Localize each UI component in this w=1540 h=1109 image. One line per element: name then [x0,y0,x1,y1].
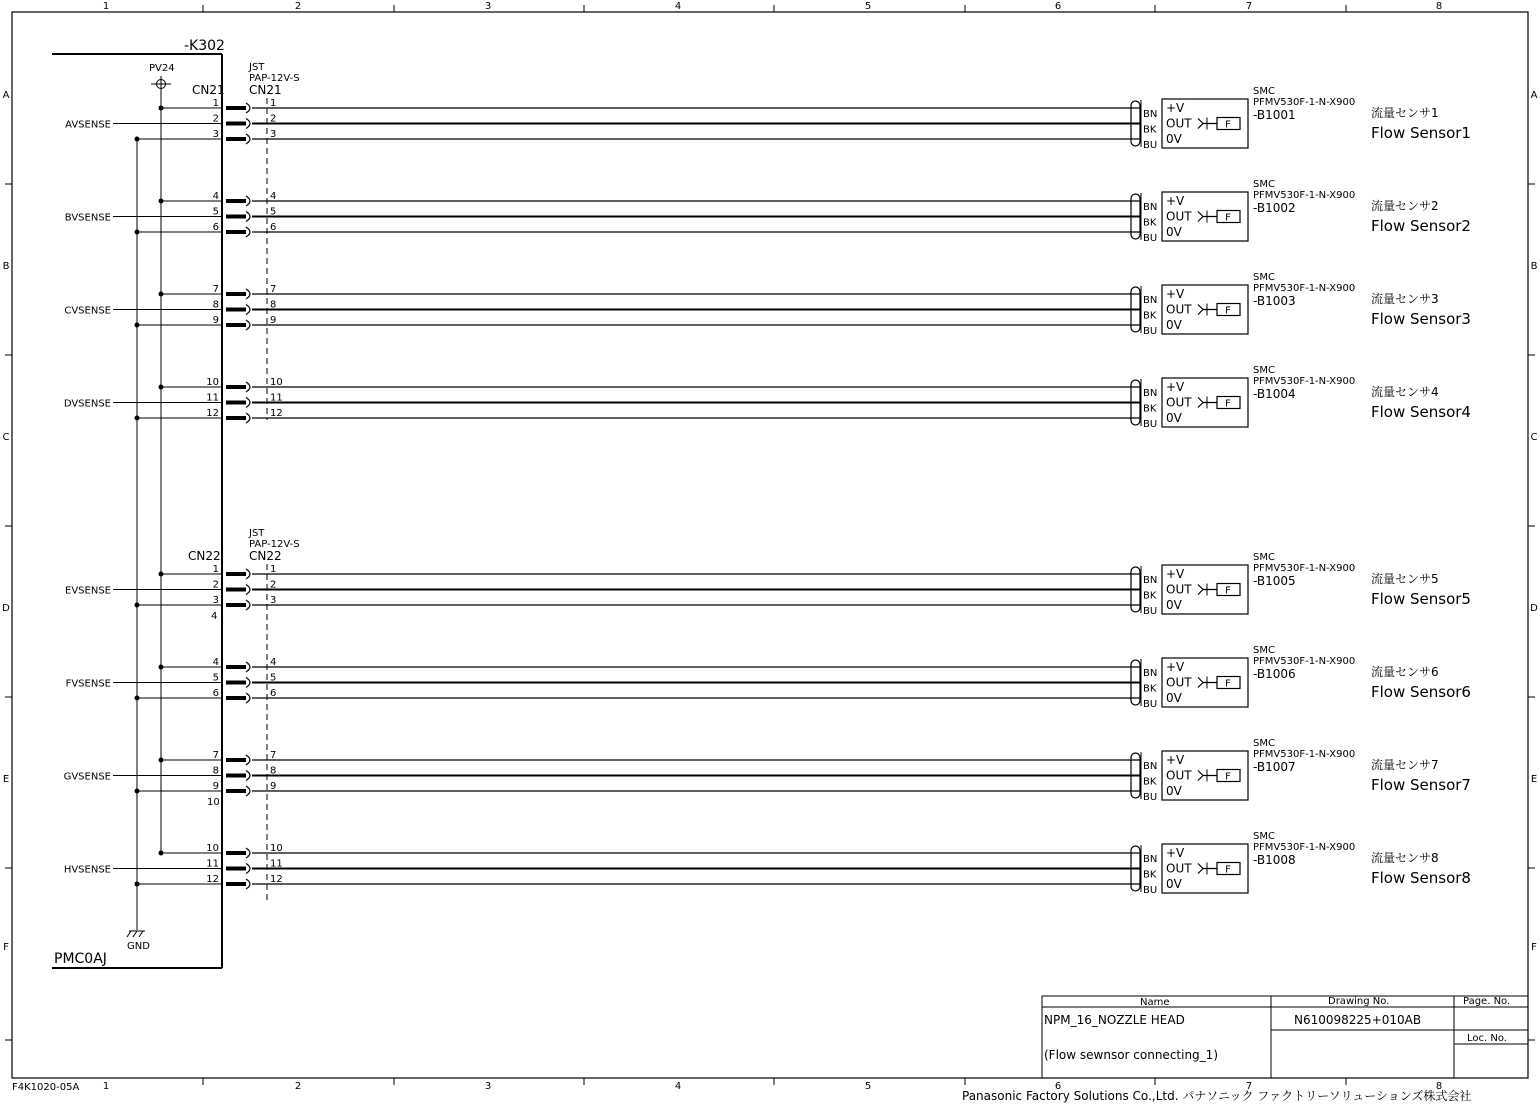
sensor-name-en: Flow Sensor6 [1371,683,1471,701]
sensor-group [64,272,1471,337]
junction-dot [159,106,164,111]
pin-number-left: 3 [212,595,219,606]
connector-contact [246,320,250,330]
pin-number-left: 6 [212,222,219,233]
wire-color-code: BU [1143,140,1158,151]
pin-number-right: 3 [270,129,277,140]
connector-contact [246,413,250,423]
column-number: 8 [1435,1081,1443,1092]
sensor-terminal: 0V [1166,691,1182,705]
pin-number-left: 4 [212,191,219,202]
wire-color-code: BU [1143,419,1158,430]
sensor-model: PFMV530F-1-N-X900 [1253,749,1356,760]
wire-color-code: BN [1143,295,1158,306]
sensor-name-en: Flow Sensor8 [1371,869,1471,887]
sensor-model: PFMV530F-1-N-X900 [1253,842,1356,853]
connector-contact [246,289,250,299]
sensor-reference: -B1008 [1253,853,1296,867]
connector-contact [246,864,250,874]
junction-dot [159,665,164,670]
title-loc-header: Loc. No. [1467,1033,1507,1044]
connector-contact [246,196,250,206]
sensor-maker: SMC [1253,645,1275,656]
signal-label: FVSENSE [65,678,111,690]
cn21-label-right: CN21 [249,83,282,97]
title-name-header: Name [1140,997,1170,1008]
sensor-name-en: Flow Sensor2 [1371,217,1471,235]
wire-color-code: BU [1143,326,1158,337]
sensor-terminal: +V [1166,380,1185,394]
pin-number-left: 6 [212,688,219,699]
sensor-reference: -B1007 [1253,760,1296,774]
wire-color-code: BK [1143,869,1157,881]
pin-number-right: 7 [270,284,277,295]
frame-zone-labels [2,1,1538,1092]
form-number: F4K1020-05A [12,1082,80,1093]
sensor-name-en: Flow Sensor3 [1371,310,1471,328]
frame-zone-ticks [2,5,1538,1085]
column-number: 2 [294,1081,302,1092]
sensor-terminal: 0V [1166,318,1182,332]
drawing-name: NPM_16_NOZZLE HEAD [1044,1013,1185,1027]
pin-number-left: 2 [212,579,219,591]
pin-number-left: 4 [212,657,219,668]
sensor-symbol-letter: F [1225,864,1231,876]
sensor-terminal: +V [1166,846,1185,860]
row-letter: A [1530,90,1538,101]
row-letter: E [2,774,10,785]
sensor-maker: SMC [1253,179,1275,190]
column-number: 3 [484,1081,492,1092]
row-letter: E [1530,774,1538,785]
sensor-terminal: 0V [1166,225,1182,239]
pin-number-left: 8 [212,765,219,777]
row-letter: F [1531,942,1537,953]
cn21-model: PAP-12V-S [249,73,300,84]
wire-color-code: BN [1143,761,1158,772]
sensor-symbol-letter: F [1225,398,1231,410]
junction-dot [135,323,140,328]
sensor-maker: SMC [1253,831,1275,842]
connector-contact [246,678,250,688]
cn22-model: PAP-12V-S [249,539,300,550]
pin-number-right: 1 [270,564,277,575]
connector-contact [246,305,250,315]
connector-contact [246,771,250,781]
sensor-name-jp: 流量センサ3 [1371,292,1439,306]
pin-number-right: 11 [270,858,283,870]
pin-number-right: 11 [270,392,283,404]
column-number: 2 [294,1,302,12]
row-letter: B [1530,261,1538,272]
pin-number-left: 11 [206,392,219,404]
sensor-model: PFMV530F-1-N-X900 [1253,190,1356,201]
sensor-terminal: OUT [1166,395,1192,410]
column-number: 7 [1245,1,1253,12]
junction-dot [159,758,164,763]
pin-number-left: 12 [206,874,219,885]
row-letter: C [1530,432,1538,443]
column-number: 5 [864,1081,872,1092]
wire-color-code: BU [1143,792,1158,803]
sensor-group [65,179,1471,244]
column-number: 8 [1435,1,1443,12]
cn22-label-left: CN22 [188,549,221,563]
sensor-terminal: OUT [1166,302,1192,317]
ground-icon [127,140,145,937]
sensor-groups [64,86,1471,896]
wire-color-code: BN [1143,575,1158,586]
cn22-extra-pin: 4 [211,611,218,622]
board-ref-label: -K302 [184,38,225,54]
column-number: 5 [864,1,872,12]
connector-contact [246,134,250,144]
wire-color-code: BN [1143,668,1158,679]
sensor-name-en: Flow Sensor5 [1371,590,1471,608]
pin-number-left: 5 [212,206,219,218]
company-name: Panasonic Factory Solutions Co.,Ltd. パナソニック ファクトリーソリューションズ株式会社 [962,1089,1472,1103]
drawing-number: N610098225+010AB [1294,1013,1422,1027]
connector-contact [246,398,250,408]
connector-contact [246,585,250,595]
sensor-symbol-letter: F [1225,678,1231,690]
connector-contact [246,227,250,237]
pin-number-left: 1 [212,564,219,575]
row-letter: C [2,432,10,443]
sensor-terminal: +V [1166,194,1185,208]
pin-number-left: 1 [212,98,219,109]
pin-number-right: 5 [270,206,277,218]
column-number: 1 [102,1,110,12]
column-number: 3 [484,1,492,12]
junction-dot [159,199,164,204]
title-block [1042,996,1528,1078]
junction-dot [159,385,164,390]
pin-number-right: 7 [270,750,277,761]
sensor-terminal: +V [1166,660,1185,674]
connector-contact [246,382,250,392]
connector-contact [246,600,250,610]
pin-number-left: 3 [212,129,219,140]
column-number: 4 [674,1081,682,1092]
pin-number-right: 6 [270,222,277,233]
sensor-reference: -B1005 [1253,574,1296,588]
connector-contact [246,755,250,765]
pin-number-left: 9 [212,781,219,792]
wire-color-code: BK [1143,683,1157,695]
sensor-name-en: Flow Sensor4 [1371,403,1471,421]
sensor-name-jp: 流量センサ2 [1371,199,1439,213]
cn22-extra-pin: 10 [207,797,220,808]
row-letter: D [1530,603,1538,614]
wire-color-code: BK [1143,403,1157,415]
sensor-group [66,645,1471,710]
cn21-manufacturer: JST [249,62,265,73]
sheet-border [12,12,1528,1078]
junction-dot [135,696,140,701]
wire-color-code: BK [1143,124,1157,136]
sensor-name-jp: 流量センサ4 [1371,385,1439,399]
wire-color-code: BN [1143,109,1158,120]
sensor-terminal: OUT [1166,675,1192,690]
pin-number-right: 1 [270,98,277,109]
junction-dot [135,416,140,421]
sensor-name-en: Flow Sensor1 [1371,124,1471,142]
junction-dot [135,789,140,794]
cn22-manufacturer: JST [249,528,265,539]
pin-number-right: 4 [270,191,277,202]
junction-dot [159,292,164,297]
pin-number-left: 9 [212,315,219,326]
sensor-symbol-letter: F [1225,305,1231,317]
wire-color-code: BK [1143,217,1157,229]
sensor-name-jp: 流量センサ6 [1371,665,1439,679]
junction-dot [135,137,140,142]
sensor-terminal: +V [1166,101,1185,115]
sensor-terminal: OUT [1166,768,1192,783]
sensor-terminal: 0V [1166,784,1182,798]
connector-contact [246,212,250,222]
sensor-maker: SMC [1253,272,1275,283]
sensor-group [64,831,1471,896]
pin-number-right: 12 [270,408,283,419]
wire-color-code: BK [1143,310,1157,322]
sensor-terminal: OUT [1166,582,1192,597]
sensor-terminal: +V [1166,567,1185,581]
column-number: 4 [674,1,682,12]
connector-contact [246,119,250,129]
sensor-symbol-letter: F [1225,771,1231,783]
column-number: 6 [1054,1,1062,12]
connector-contact [246,786,250,796]
sensor-maker: SMC [1253,552,1275,563]
sensor-maker: SMC [1253,365,1275,376]
sensor-name-jp: 流量センサ5 [1371,572,1439,586]
connector-contact [246,848,250,858]
sensor-model: PFMV530F-1-N-X900 [1253,97,1356,108]
cn22-label-right: CN22 [249,549,282,563]
sensor-reference: -B1006 [1253,667,1296,681]
pin-number-left: 10 [206,377,219,388]
sensor-terminal: 0V [1166,132,1182,146]
junction-dot [159,572,164,577]
title-drawing-header: Drawing No. [1328,996,1390,1007]
sensor-model: PFMV530F-1-N-X900 [1253,376,1356,387]
wire-color-code: BN [1143,388,1158,399]
signal-label: EVSENSE [65,585,111,597]
wire-color-code: BK [1143,776,1157,788]
cn21-label-left: CN21 [192,83,225,97]
row-letter: F [3,942,9,953]
sensor-model: PFMV530F-1-N-X900 [1253,656,1356,667]
sensor-terminal: 0V [1166,598,1182,612]
signal-label: GVSENSE [63,771,111,783]
connector-contact [246,879,250,889]
ground-label: GND [127,941,150,952]
pin-number-left: 2 [212,113,219,125]
wire-color-code: BU [1143,885,1158,896]
connector-contact [246,662,250,672]
sensor-reference: -B1001 [1253,108,1296,122]
row-letter: A [2,90,10,101]
sensor-terminal: OUT [1166,861,1192,876]
sensor-terminal: OUT [1166,116,1192,131]
connector-contact [246,569,250,579]
sensor-terminal: OUT [1166,209,1192,224]
connector-contact [246,103,250,113]
sensor-maker: SMC [1253,86,1275,97]
sensor-name-jp: 流量センサ7 [1371,758,1439,772]
pin-number-right: 4 [270,657,277,668]
sensor-symbol-letter: F [1225,585,1231,597]
sensor-group [64,365,1471,430]
pin-number-right: 9 [270,315,277,326]
pin-number-left: 8 [212,299,219,311]
junction-dot [135,230,140,235]
pin-number-left: 7 [212,284,219,295]
sensor-terminal: +V [1166,753,1185,767]
row-letter: B [2,261,10,272]
junction-dot [159,851,164,856]
wire-color-code: BU [1143,699,1158,710]
signal-label: AVSENSE [65,119,111,131]
sensor-model: PFMV530F-1-N-X900 [1253,283,1356,294]
pin-number-left: 10 [206,843,219,854]
wire-color-code: BN [1143,854,1158,865]
sensor-name-jp: 流量センサ1 [1371,106,1439,120]
pin-number-left: 12 [206,408,219,419]
signal-label: HVSENSE [63,864,111,876]
sensor-reference: -B1004 [1253,387,1296,401]
sensor-terminal: 0V [1166,877,1182,891]
pin-number-right: 9 [270,781,277,792]
title-page-header: Page. No. [1463,996,1511,1007]
supply-label: PV24 [149,63,175,74]
pin-number-right: 8 [270,299,277,311]
pv24-supply-icon [151,76,171,854]
pin-number-right: 2 [270,113,277,125]
pin-number-right: 12 [270,874,283,885]
pin-number-right: 10 [270,377,283,388]
connector-contact [246,693,250,703]
pin-number-right: 6 [270,688,277,699]
sensor-name-jp: 流量センサ8 [1371,851,1439,865]
column-number: 1 [102,1081,110,1092]
pin-number-left: 11 [206,858,219,870]
sensor-reference: -B1002 [1253,201,1296,215]
column-number: 6 [1054,1081,1062,1092]
sensor-terminal: +V [1166,287,1185,301]
pin-number-left: 5 [212,672,219,684]
sensor-maker: SMC [1253,738,1275,749]
row-letter: D [2,603,10,614]
signal-label: BVSENSE [64,212,111,224]
pin-number-right: 8 [270,765,277,777]
signal-label: DVSENSE [63,398,111,410]
sensor-name-en: Flow Sensor7 [1371,776,1471,794]
wire-color-code: BK [1143,590,1157,602]
pin-number-right: 2 [270,579,277,591]
sensor-symbol-letter: F [1225,119,1231,131]
wire-color-code: BN [1143,202,1158,213]
pin-number-right: 10 [270,843,283,854]
junction-dot [135,882,140,887]
sensor-model: PFMV530F-1-N-X900 [1253,563,1356,574]
drawing-subtitle: (Flow sewnsor connecting_1) [1044,1048,1218,1062]
board-name-label: PMC0AJ [54,951,107,967]
pin-number-right: 5 [270,672,277,684]
sensor-reference: -B1003 [1253,294,1296,308]
wire-color-code: BU [1143,606,1158,617]
sensor-terminal: 0V [1166,411,1182,425]
sensor-symbol-letter: F [1225,212,1231,224]
pin-number-right: 3 [270,595,277,606]
signal-label: CVSENSE [64,305,111,317]
pin-number-left: 7 [212,750,219,761]
sensor-group [64,738,1471,803]
column-number: 7 [1245,1081,1253,1092]
wire-color-code: BU [1143,233,1158,244]
junction-dot [135,603,140,608]
